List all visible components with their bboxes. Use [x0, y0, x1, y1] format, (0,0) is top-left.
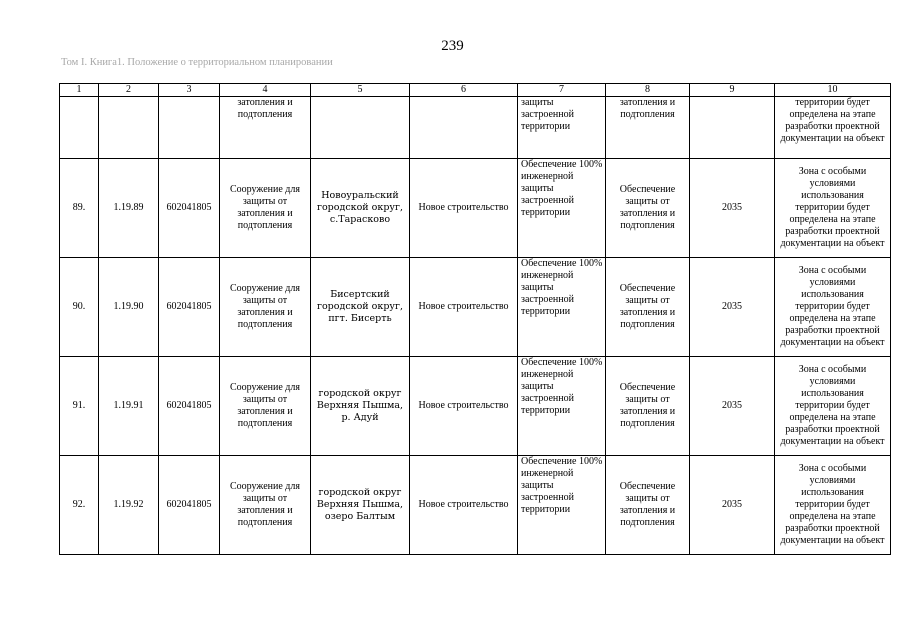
cell-zone: территории будет определена на этапе разработки проектной документации на объект [775, 97, 891, 159]
cell-number: 90. [60, 258, 99, 357]
cell-number: 89. [60, 159, 99, 258]
cell-purpose: Обеспечение защиты от затопления и подтопления [606, 159, 690, 258]
cell-id [159, 97, 220, 159]
table-header-row [60, 84, 891, 97]
column-header-1: 1 [60, 84, 99, 97]
cell-number [60, 97, 99, 159]
cell-status: Новое строительство [410, 258, 518, 357]
cell-object-name: Сооружение для защиты от затопления и подтопления [220, 258, 311, 357]
column-header-7: 7 [518, 84, 606, 97]
cell-id: 602041805 [159, 357, 220, 456]
cell-zone: Зона с особыми условиями использования территории будет определена на этапе разработки проектной документации на объект [775, 357, 891, 456]
cell-characteristics: Обеспечение 100% инженерной защиты застроенной территории [518, 357, 606, 456]
cell-location: Новоуральский городской округ, с.Тарасково [311, 159, 410, 258]
table-row [60, 357, 891, 456]
cell-year [690, 97, 775, 159]
cell-object-name: Сооружение для защиты от затопления и подтопления [220, 357, 311, 456]
cell-code [99, 97, 159, 159]
column-header-2: 2 [99, 84, 159, 97]
cell-location: городской округ Верхняя Пышма, р. Адуй [311, 357, 410, 456]
cell-code: 1.19.92 [99, 456, 159, 555]
column-header-10: 10 [775, 84, 891, 97]
cell-year: 2035 [690, 159, 775, 258]
cell-zone: Зона с особыми условиями использования территории будет определена на этапе разработки проектной документации на объект [775, 159, 891, 258]
table-row [60, 258, 891, 357]
cell-purpose: затопления и подтопления [606, 97, 690, 159]
column-header-3: 3 [159, 84, 220, 97]
cell-status: Новое строительство [410, 357, 518, 456]
running-header: Том I. Книга1. Положение о территориальном планировании [61, 57, 333, 68]
cell-status: Новое строительство [410, 456, 518, 555]
cell-characteristics: Обеспечение 100% инженерной защиты застроенной территории [518, 258, 606, 357]
cell-id: 602041805 [159, 159, 220, 258]
table-row [60, 159, 891, 258]
cell-number: 92. [60, 456, 99, 555]
cell-zone: Зона с особыми условиями использования территории будет определена на этапе разработки проектной документации на объект [775, 456, 891, 555]
cell-year: 2035 [690, 357, 775, 456]
cell-object-name: затопления и подтопления [220, 97, 311, 159]
cell-code: 1.19.89 [99, 159, 159, 258]
cell-location: городской округ Верхняя Пышма, озеро Балтым [311, 456, 410, 555]
cell-object-name: Сооружение для защиты от затопления и подтопления [220, 159, 311, 258]
cell-id: 602041805 [159, 258, 220, 357]
cell-object-name: Сооружение для защиты от затопления и подтопления [220, 456, 311, 555]
projects-table [59, 83, 891, 555]
cell-status: Новое строительство [410, 159, 518, 258]
cell-zone: Зона с особыми условиями использования территории будет определена на этапе разработки проектной документации на объект [775, 258, 891, 357]
cell-code: 1.19.90 [99, 258, 159, 357]
cell-id: 602041805 [159, 456, 220, 555]
page-number: 239 [441, 38, 464, 54]
column-header-4: 4 [220, 84, 311, 97]
cell-year: 2035 [690, 258, 775, 357]
cell-characteristics: защиты застроенной территории [518, 97, 606, 159]
table-row-continuation [60, 97, 891, 159]
cell-purpose: Обеспечение защиты от затопления и подтопления [606, 357, 690, 456]
cell-characteristics: Обеспечение 100% инженерной защиты застроенной территории [518, 159, 606, 258]
cell-characteristics: Обеспечение 100% инженерной защиты застроенной территории [518, 456, 606, 555]
table-row [60, 456, 891, 555]
column-header-8: 8 [606, 84, 690, 97]
column-header-9: 9 [690, 84, 775, 97]
cell-purpose: Обеспечение защиты от затопления и подтопления [606, 258, 690, 357]
cell-location [311, 97, 410, 159]
column-header-5: 5 [311, 84, 410, 97]
cell-purpose: Обеспечение защиты от затопления и подтопления [606, 456, 690, 555]
column-header-6: 6 [410, 84, 518, 97]
cell-code: 1.19.91 [99, 357, 159, 456]
cell-year: 2035 [690, 456, 775, 555]
cell-status [410, 97, 518, 159]
cell-location: Бисертский городской округ, пгт. Бисерть [311, 258, 410, 357]
cell-number: 91. [60, 357, 99, 456]
